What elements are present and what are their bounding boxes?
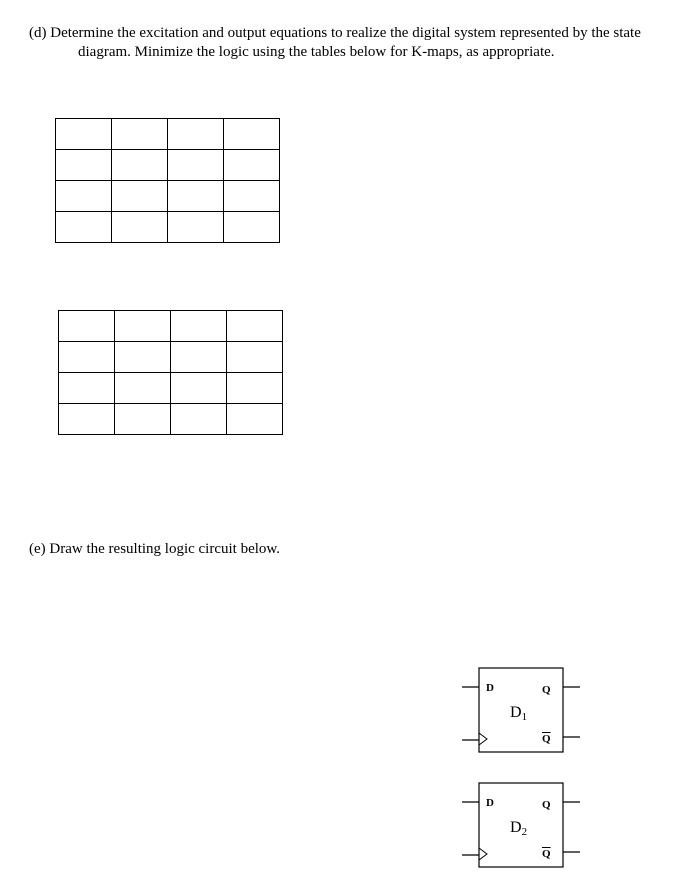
flip-flop-name-main: D [510,704,522,721]
q-bar-output-label: $\overline{Q}$ [542,848,551,860]
flip-flop-d1 [462,667,592,757]
kmap-row [59,404,283,435]
kmap-row [59,311,283,342]
kmap-cell[interactable] [171,311,227,342]
kmap-cell[interactable] [168,119,224,150]
flip-flop-d2 [462,782,592,872]
flip-flop-name-sub: 1 [521,711,528,723]
kmap-cell[interactable] [112,119,168,150]
question-d [29,24,689,62]
kmap-cell[interactable] [56,119,112,150]
kmap-cell[interactable] [112,150,168,181]
kmap-cell[interactable] [171,404,227,435]
question-e: (e) Draw the resulting logic circuit below. [29,541,281,557]
kmap-cell[interactable] [115,342,171,373]
kmap-cell[interactable] [59,404,115,435]
kmap-cell[interactable] [227,404,283,435]
kmap-cell[interactable] [59,311,115,342]
kmap-cell[interactable] [227,342,283,373]
kmap-cell[interactable] [115,311,171,342]
kmap-row [59,342,283,373]
q-output-label: Q [542,799,551,811]
kmap-table-1 [55,118,280,243]
kmap-row [56,150,280,181]
kmap-cell[interactable] [227,311,283,342]
kmap-cell[interactable] [56,150,112,181]
kmap-cell[interactable] [224,181,280,212]
kmap-cell[interactable] [168,212,224,243]
kmap-cell[interactable] [115,404,171,435]
q-output-label: Q [542,684,551,696]
kmap-cell[interactable] [171,373,227,404]
kmap-row [56,119,280,150]
question-d-line1: (d) Determine the excitation and output equations to realize the digital system represented by the state [29,25,641,41]
kmap-cell[interactable] [168,150,224,181]
kmap-cell[interactable] [59,342,115,373]
kmap-cell[interactable] [59,373,115,404]
kmap-cell[interactable] [168,181,224,212]
kmap-cell[interactable] [112,212,168,243]
kmap-cell[interactable] [227,373,283,404]
kmap-cell[interactable] [171,342,227,373]
kmap-cell[interactable] [56,181,112,212]
q-bar-output-label: $\overline{Q}$ [542,733,551,745]
flip-flop-name [510,704,527,726]
flip-flop-name-sub: 2 [521,826,528,838]
d-input-label: D [486,797,494,809]
kmap-cell[interactable] [112,181,168,212]
kmap-cell[interactable] [224,150,280,181]
kmap-row [56,181,280,212]
flip-flop-name [510,819,527,841]
kmap-row [59,373,283,404]
kmap-cell[interactable] [56,212,112,243]
kmap-cell[interactable] [224,119,280,150]
kmap-table-2 [58,310,283,435]
kmap-row [56,212,280,243]
d-input-label: D [486,682,494,694]
kmap-cell[interactable] [115,373,171,404]
flip-flop-name-main: D [510,819,522,836]
question-d-line2: diagram. Minimize the logic using the tables below for K-maps, as appropriate. [78,44,555,60]
kmap-cell[interactable] [224,212,280,243]
